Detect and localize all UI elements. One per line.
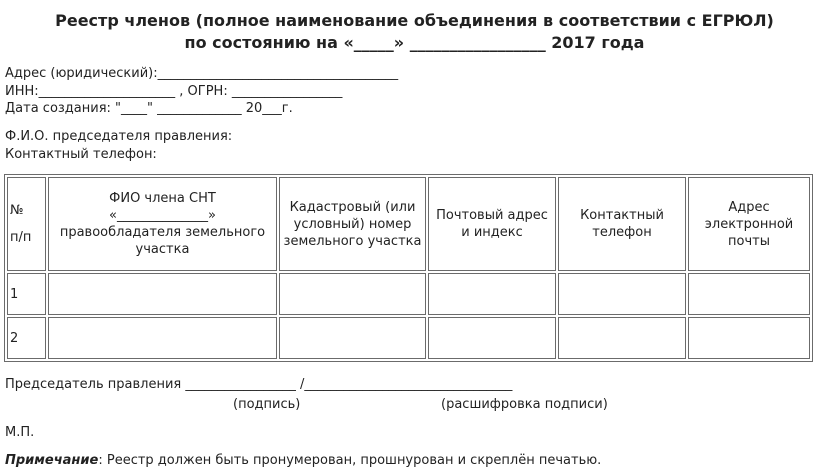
- note: [5, 452, 601, 469]
- row-cell: [279, 317, 426, 359]
- header-fio-title: ФИО члена СНТ: [109, 191, 216, 206]
- signature-caption: (подпись): [233, 397, 301, 412]
- row-number: 1: [7, 273, 46, 315]
- header-fio: [48, 177, 277, 271]
- chairman-signature-line: Председатель правления _________________ /________________________________: [5, 377, 513, 392]
- row-cell: [688, 317, 810, 359]
- creation-date-field: Дата создания: "____" _____________ 20___г.: [5, 101, 293, 116]
- document-subtitle: по состоянию на «_____» _________________ 2017 года: [184, 33, 645, 52]
- row-number: 2: [7, 317, 46, 359]
- table-header-row: [7, 177, 810, 271]
- row-cell: [279, 273, 426, 315]
- row-cell: [558, 317, 686, 359]
- header-contact-phone: Контактный телефон: [558, 177, 686, 271]
- row-cell: [558, 273, 686, 315]
- row-cell: [428, 273, 556, 315]
- header-fio-blank: «______________»: [109, 208, 216, 223]
- header-email: Адрес электронной почты: [688, 177, 810, 271]
- document-title: Реестр членов (полное наименование объединения в соответствии с ЕГРЮЛ): [55, 11, 774, 30]
- header-postal: Почтовый адрес и индекс: [428, 177, 556, 271]
- note-label: Примечание: [5, 453, 99, 468]
- address-field: Адрес (юридический):_____________________________________: [5, 66, 399, 81]
- members-register-table: [4, 174, 813, 362]
- signature-decode-caption: (расшифровка подписи): [441, 397, 608, 412]
- chairman-field: Ф.И.О. председателя правления:: [5, 129, 233, 144]
- header-cadastral: Кадастровый (или условный) номер земельного участка: [279, 177, 426, 271]
- row-cell: [688, 273, 810, 315]
- header-number-sign: №: [10, 203, 24, 218]
- row-cell: [48, 273, 277, 315]
- header-number-pp: п/п: [10, 230, 32, 245]
- header-number: [7, 177, 46, 271]
- stamp-place: М.П.: [5, 425, 35, 440]
- note-text: : Реестр должен быть пронумерован, прошнурован и скреплён печатью.: [98, 453, 602, 468]
- row-cell: [48, 317, 277, 359]
- row-cell: [428, 317, 556, 359]
- table-row: [7, 317, 810, 359]
- table-row: [7, 273, 810, 315]
- header-fio-owner: правообладателя земельного участка: [59, 225, 266, 257]
- inn-ogrn-field: ИНН:_____________________ , ОГРН: _________________: [5, 84, 343, 99]
- contact-phone-field: Контактный телефон:: [5, 147, 157, 162]
